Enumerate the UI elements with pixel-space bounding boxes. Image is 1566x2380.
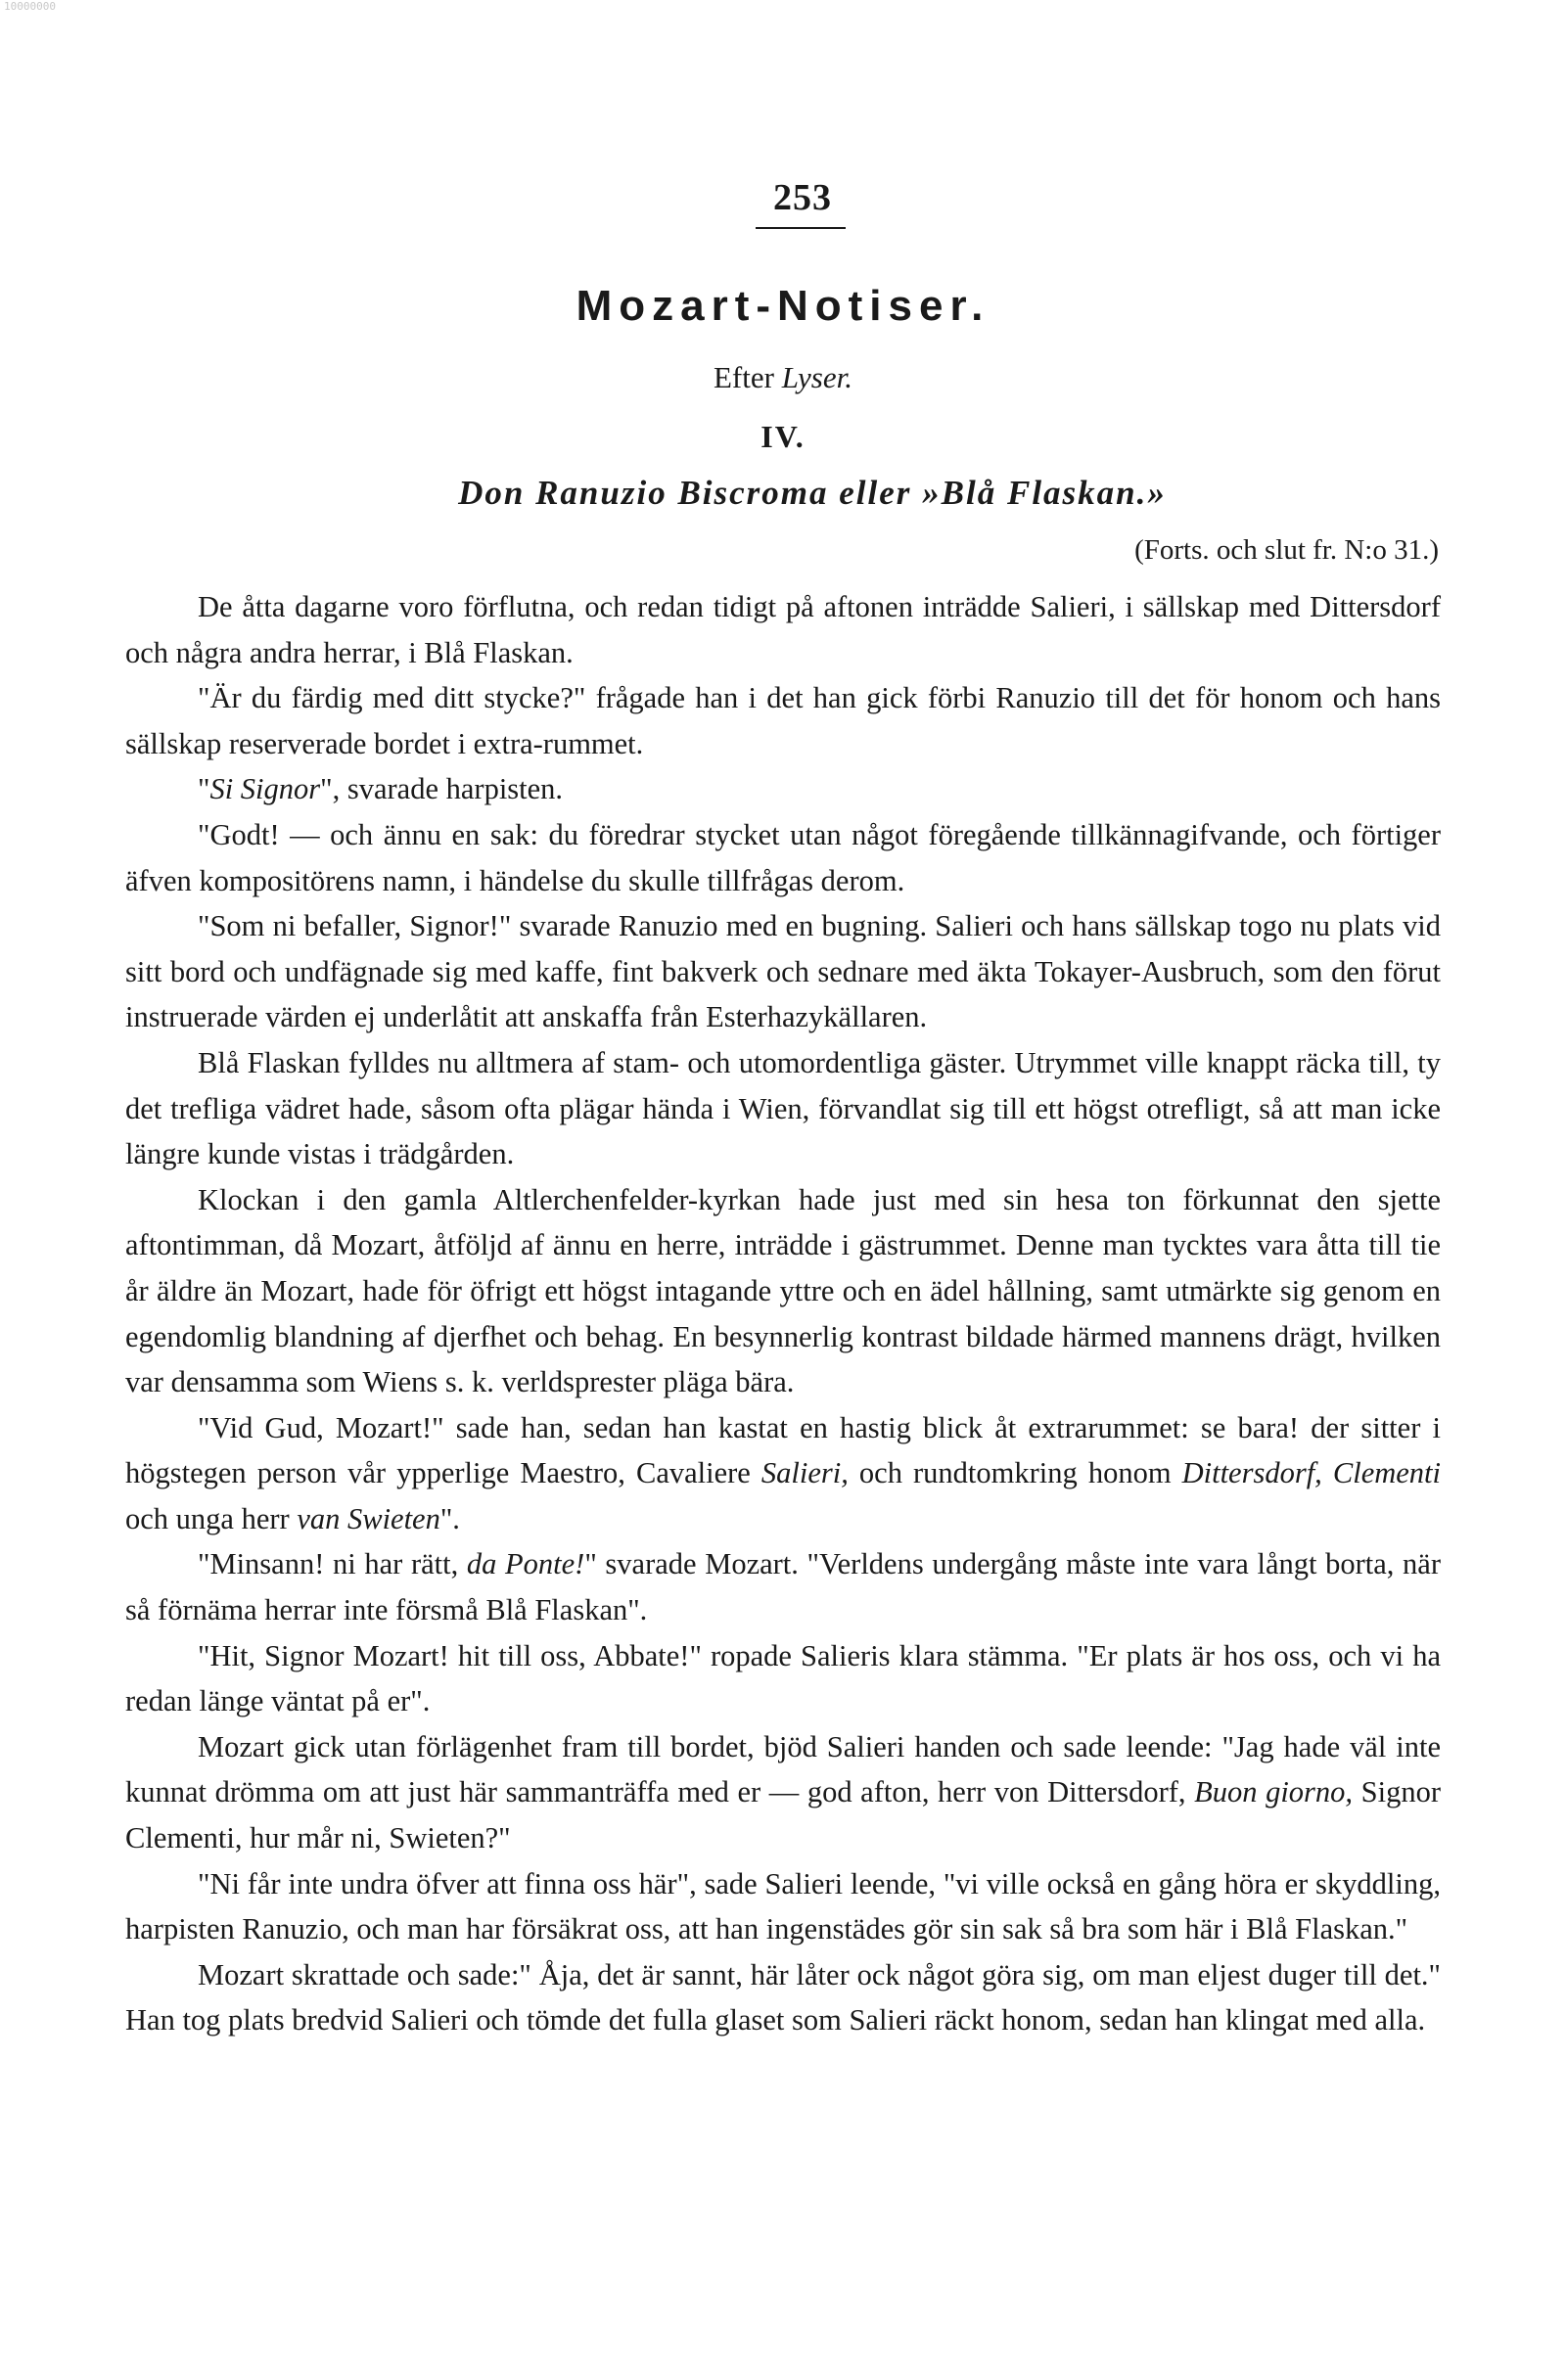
- part-number: IV.: [760, 419, 806, 454]
- paragraph-text: Klockan i den gamla Altlerchenfelder-kyrkan hade just med sin hesa ton förkunnat den sjette aftontimman, då Mozart, åtföljd af ännu en herre, inträdde i gästrummet. Denne man tycktes vara åtta till tie år äldre än Mozart, hade för öfrigt ett högst intagande yttre och en ädel hållning, samt utmärkte sig genom en egendomlig blandning af djerfhet och behag. En besynnerlig kontrast bildade härmed mannens drägt, hvilken var densamma som Wiens s. k. verldsprester pläga bära.: [125, 1182, 1441, 1399]
- paragraph-text: "Ni får inte undra öfver att finna oss här", sade Salieri leende, "vi ville också en gång höra er skyddling, harpisten Ranuzio, och man har försäkrat oss, att han ingenstädes gör sin sak så bra som här i Blå Flaskan.": [125, 1866, 1441, 1946]
- paragraph-text: ".: [439, 1501, 460, 1535]
- byline-prefix: Efter: [714, 360, 782, 394]
- story-title: Don Ranuzio Biscroma eller »Blå Flaskan.»: [458, 474, 1167, 512]
- paragraph-text: "Hit, Signor Mozart! hit till oss, Abbate!" ropade Salieris klara stämma. "Er plats är hos oss, och vi ha redan länge väntat på er".: [125, 1638, 1441, 1718]
- paragraph-text: ", svarade harpisten.: [320, 772, 564, 806]
- body-paragraph: [125, 766, 1441, 812]
- paragraph-text: Mozart skrattade och sade:" Åja, det är sannt, här låter ock något göra sig, om man eljest duger till det." Han tog plats bredvid Salieri och tömde det fulla glaset som Salieri räckt honom, sedan han klingat med alla.: [125, 1957, 1441, 2037]
- italic-text: van Swieten: [297, 1501, 440, 1535]
- body-paragraph: [125, 1040, 1441, 1177]
- italic-text: Dittersdorf,: [1181, 1456, 1322, 1490]
- body-paragraph: [125, 1952, 1441, 2043]
- paragraph-text: De åtta dagarne voro förflutna, och redan tidigt på aftonen inträdde Salieri, i sällskap med Dittersdorf och några andra herrar, i Blå Flaskan.: [125, 590, 1441, 669]
- body-paragraph: [125, 675, 1441, 766]
- paragraph-text: "Som ni befaller, Signor!" svarade Ranuzio med en bugning. Salieri och hans sällskap togo nu plats vid sitt bord och undfägnade sig med kaffe, fint bakverk och sednare med äkta Tokayer-Ausbruch, som den förut instruerade värden ej underlåtit att anskaffa från Esterhazykällaren.: [125, 909, 1441, 1034]
- italic-text: da Ponte!: [466, 1547, 585, 1581]
- paragraph-text: och rundtomkring honom: [848, 1456, 1182, 1490]
- byline-author: Lyser.: [781, 360, 852, 394]
- body-paragraph: [125, 1541, 1441, 1632]
- body-paragraph: [125, 1633, 1441, 1724]
- body-paragraph: [125, 1724, 1441, 1861]
- paragraph-text: " svarade Mozart. "Verldens undergång måste inte vara långt borta, när så förnäma herrar inte försmå Blå Flaskan".: [125, 1547, 1441, 1627]
- paragraph-text: ": [198, 772, 210, 806]
- paragraph-text: "Godt! — och ännu en sak: du föredrar stycket utan något föregående tillkännagifvande, och förtiger äfven kompositörens namn, i händelse du skulle tillfrågas derom.: [125, 817, 1441, 897]
- paragraph-text: och unga herr: [125, 1501, 298, 1535]
- italic-text: Si Signor: [209, 772, 321, 806]
- paragraph-text: "Vid Gud, Mozart!" sade han, sedan han kastat en hastig blick åt extrarummet: se bara! der sitter i högstegen person vår ypperlige Maestro, Cavaliere: [125, 1410, 1441, 1490]
- paragraph-text: Signor Clementi, hur mår ni, Swieten?": [125, 1775, 1441, 1855]
- article-body: [125, 584, 1441, 2043]
- body-paragraph: [125, 584, 1441, 675]
- italic-text: Clementi: [1332, 1456, 1441, 1490]
- italic-text: Buon giorno,: [1194, 1775, 1354, 1809]
- paragraph-text: Blå Flaskan fylldes nu alltmera af stam- och utomordentliga gäster. Utrymmet ville knappt räcka till, ty det trefliga vädret hade, såsom ofta plägar hända i Wien, förvandlat sig till ett högst otrefligt, så att man icke längre kunde vistas i trädgården.: [125, 1045, 1441, 1171]
- article-title: Mozart-Notiser.: [576, 282, 990, 330]
- body-paragraph: [125, 812, 1441, 903]
- scan-mark: 10000000: [4, 0, 56, 13]
- paragraph-text: "Minsann! ni har rätt,: [198, 1547, 467, 1581]
- body-paragraph: [125, 1861, 1441, 1952]
- page-number: 253: [773, 177, 832, 218]
- page-number-rule: [756, 227, 846, 229]
- italic-text: Salieri,: [760, 1456, 849, 1490]
- body-paragraph: [125, 1177, 1441, 1405]
- body-paragraph: [125, 1405, 1441, 1542]
- paragraph-text: "Är du färdig med ditt stycke?" frågade han i det han gick förbi Ranuzio till det för honom och hans sällskap reserverade bordet i extra-rummet.: [125, 681, 1441, 760]
- continuation-note: (Forts. och slut fr. N:o 31.): [1134, 534, 1439, 566]
- body-paragraph: [125, 903, 1441, 1040]
- article-byline: [587, 360, 979, 395]
- paragraph-text: Mozart gick utan förlägenhet fram till bordet, bjöd Salieri handen och sade leende: "Jag hade väl inte kunnat drömma om att just här sammanträffa med er — god afton, herr von Dittersdorf,: [125, 1729, 1441, 1809]
- paragraph-text: [1322, 1456, 1333, 1489]
